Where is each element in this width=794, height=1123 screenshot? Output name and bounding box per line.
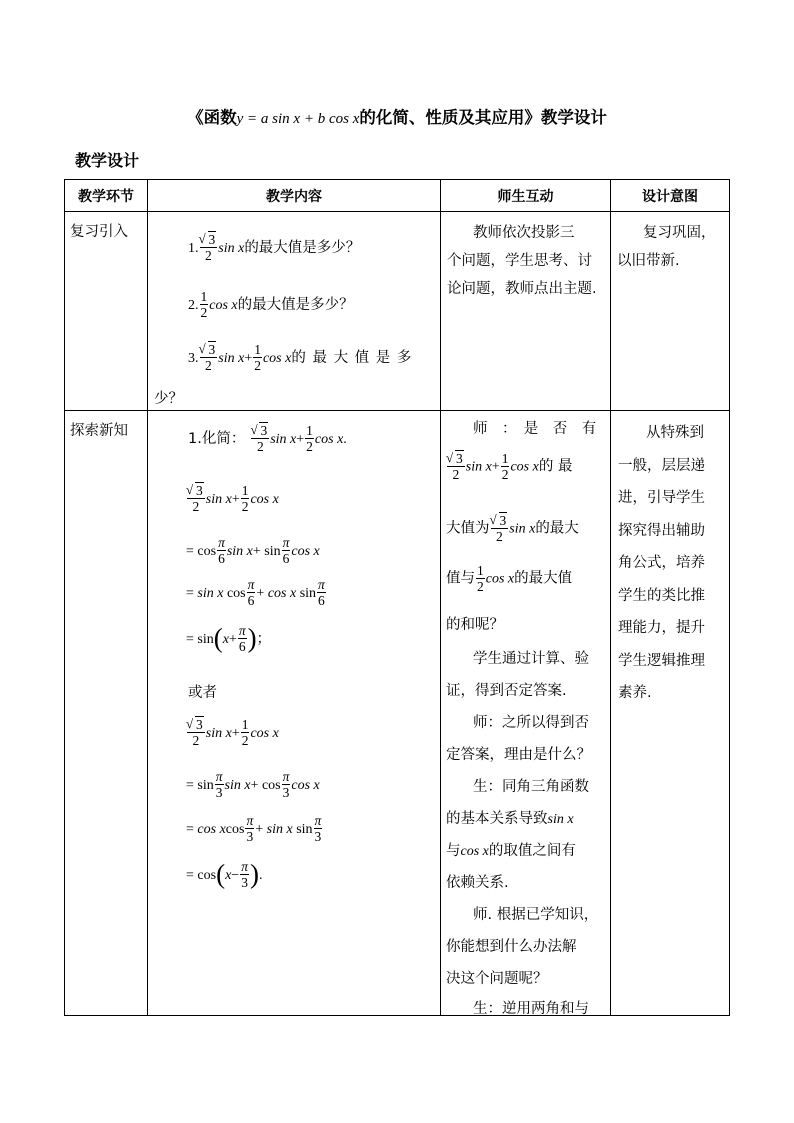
expression-line: = sin(x+ $\frac{\pi}{6}$ )； xyxy=(186,623,271,654)
question-3: 3. √ $\frac{3}{2}$ sin x+ $\frac{1}{2}$ cos x的 最 大 值 是 多 xyxy=(188,342,412,373)
header-content: 教学内容 xyxy=(148,180,441,212)
document-title xyxy=(0,104,794,128)
stage-label: 探索新知 xyxy=(70,423,128,439)
lesson-design-table xyxy=(64,179,730,1016)
or-label: 或者 xyxy=(188,685,217,701)
fraction: √ $\frac{3}{2}$ xyxy=(200,342,218,373)
table-row xyxy=(65,212,730,411)
fraction: $\frac{1}{2}$ xyxy=(254,342,261,373)
intent-cell: 复习巩固， 以旧带新. xyxy=(611,212,730,411)
expression-line: √ $\frac{3}{2}$ sin x+ $\frac{1}{2}$ cos x xyxy=(186,717,279,748)
expression-line: = cos $\frac{\pi}{6}$ sin x+ sin $\frac{\pi}{6}$ cos x xyxy=(186,535,320,566)
question-3-continued: 少？ xyxy=(154,391,183,407)
content-cell xyxy=(148,411,441,1016)
stage-label: 复习引入 xyxy=(70,224,128,240)
question-2: 2. $\frac{1}{2}$ cos x的最大值是多少？ xyxy=(188,289,354,320)
question-1: 1. √ $\frac{3}{2}$ sin x的最大值是多少？ xyxy=(188,232,360,263)
section-heading: 教学设计 xyxy=(75,151,140,170)
stage-cell xyxy=(65,212,148,411)
expression-line: = sin x cos $\frac{\pi}{6}$ + cos x sin $\frac{\pi}{6}$ xyxy=(186,577,325,608)
fraction: √ $\frac{3}{2}$ xyxy=(200,232,218,263)
interaction-cell: 教师依次投影三 个问题，学生思考、讨 论问题，教师点出主题. xyxy=(441,212,611,411)
title-prefix: 《函数 xyxy=(187,108,237,127)
title-formula: y = a sin x + b cos x xyxy=(236,111,360,127)
table-row xyxy=(65,411,730,1016)
simplify-prompt: 1.化简： √ $\frac{3}{2}$ sin x+ $\frac{1}{2}$ cos x. xyxy=(188,423,347,454)
fraction: $\frac{1}{2}$ xyxy=(200,289,208,320)
expression-line: = cos(x− $\frac{\pi}{3}$ ). xyxy=(186,859,263,890)
content-cell xyxy=(148,212,441,411)
table-header-row xyxy=(65,180,730,212)
title-suffix: 的化简、性质及其应用》教学设计 xyxy=(359,108,607,127)
stage-cell xyxy=(65,411,148,1016)
interaction-cell: 师 ： 是 否 有 √ $\frac{3}{2}$ sin x+ $\frac{1}{2}$ cos x的 最 大值为 √ $\frac{3}{2}$ sin x的最大 值与 $\frac{1}{2}$ cos x的最大值 的和呢？ 学生通过计算、验 证，得到否定答案. 师：之所以得到否 定答案，理由是什么？ 生：同角三角函数 的基本关系导致sin x 与cos x的取值之间有 依赖关系. 师. 根据已学知识， 你能想到什么办法解 决这个问题呢？ 生：逆用两角和与 xyxy=(441,411,611,1016)
header-stage: 教学环节 xyxy=(65,180,148,212)
expression-line: √ $\frac{3}{2}$ sin x+ $\frac{1}{2}$ cos x xyxy=(186,483,279,514)
expression-line: = sin $\frac{\pi}{3}$ sin x+ cos $\frac{\pi}{3}$ cos x xyxy=(186,769,320,800)
expression-line: = cos xcos $\frac{\pi}{3}$ + sin x sin $\frac{\pi}{3}$ xyxy=(186,813,322,844)
header-interaction: 师生互动 xyxy=(441,180,611,212)
header-intent: 设计意图 xyxy=(611,180,730,212)
intent-cell: 从特殊到 一般，层层递 进，引导学生 探究得出辅助 角公式，培养 学生的类比推 理能力，提升 学生逻辑推理 素养. xyxy=(611,411,730,1016)
